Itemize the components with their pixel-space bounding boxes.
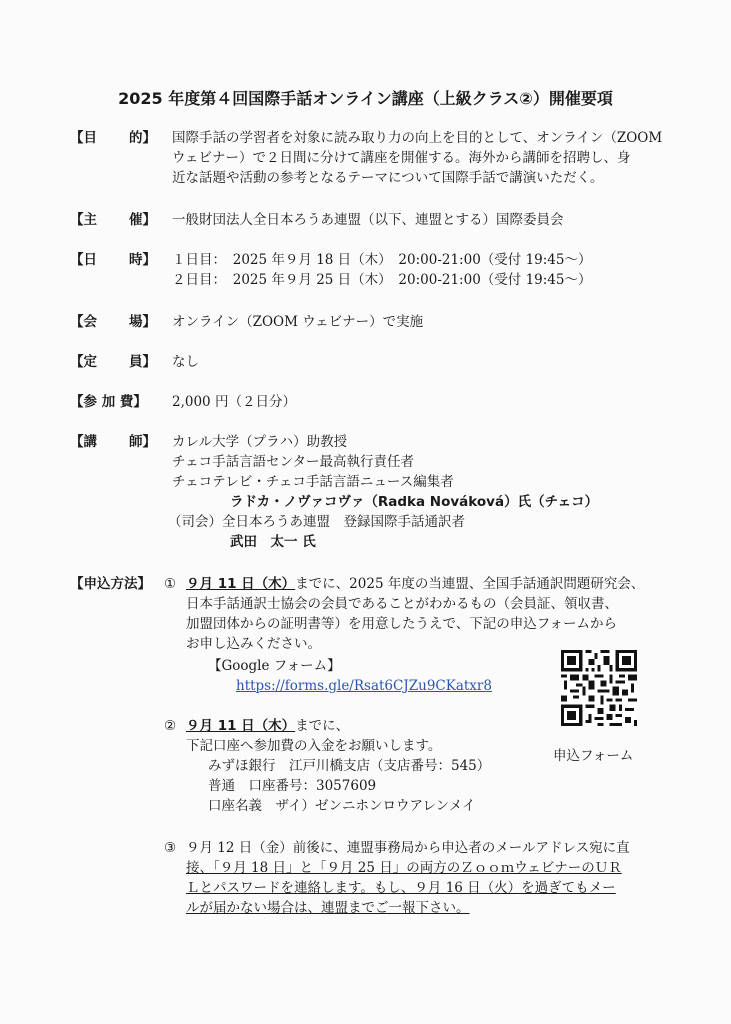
label-apply: 【申込方法】 bbox=[70, 576, 151, 592]
label-venue: 【会 場】 bbox=[70, 314, 156, 330]
label-fee: 【参 加 費】 bbox=[70, 394, 147, 410]
bank-name: みずほ銀行 江戸川橋支店（支店番号：545） bbox=[208, 758, 491, 774]
fee-text: 2,000 円（２日分） bbox=[172, 394, 296, 410]
label-lecturer: 【講 師】 bbox=[70, 434, 156, 450]
label-capacity: 【定 員】 bbox=[70, 354, 156, 370]
label-organizer: 【主 催】 bbox=[70, 212, 156, 228]
lecturer-name: ラドカ・ノヴァコヴァ（Radka Nováková）氏（チェコ） bbox=[230, 494, 599, 510]
venue-text: オンライン（ZOOM ウェビナー）で実施 bbox=[172, 314, 424, 330]
apply-step1: ① ９月 11 日（木）までに、2025 年度の当連盟、全国手話通訳問題研究会、 日本手話通訳士協会の会員であることがわかるもの（会員証、領収書、 加盟団体からの証明書等）を用意したうえで、下記の申込フォームから お申し込みください。 【Google フォーム】 https://forms.gle/Rsat6CJZu9CKatxr8 bbox=[164, 574, 691, 696]
day2: ２日目： 2025 年９月 25 日（木） 20:00-21:00（受付 19:45～） bbox=[172, 272, 592, 288]
google-form-link[interactable]: https://forms.gle/Rsat6CJZu9CKatxr8 bbox=[236, 678, 492, 694]
step1-deadline: ９月 11 日（木） bbox=[186, 576, 296, 592]
qr-caption: 申込フォーム bbox=[553, 748, 634, 764]
step2-number: ② bbox=[164, 718, 177, 734]
datetime-text bbox=[172, 250, 691, 290]
form-label: 【Google フォーム】 bbox=[208, 658, 341, 674]
purpose-text: 国際手話の学習者を対象に読み取り力の向上を目的として、オンライン（ZOOM ウェビナー）で２日間に分けて講座を開催する。海外から講師を招聘し、身 近な話題や活動の参考となるテーマについて国際手話で講演いただく。 bbox=[172, 130, 663, 186]
step1-number: ① bbox=[164, 576, 177, 592]
apply-step2: ② ９月 11 日（木）までに、 下記口座へ参加費の入金をお願いします。 みずほ銀行 江戸川橋支店（支店番号：545） 普通 口座番号：3057609 口座名義 ザイ）ゼンニホンロウアレンメイ bbox=[164, 716, 691, 816]
mc-name: 武田 太一 氏 bbox=[230, 534, 316, 550]
lecturer-text: カレル大学（プラハ）助教授 チェコ手話言語センター最高執行責任者 チェコテレビ・チェコ手話言語ニュース編集者 ラドカ・ノヴァコヴァ（Radka Nováková）氏（チェコ） （司会）全日本ろうあ連盟 登録国際手話通訳者 武田 太一 氏 bbox=[172, 432, 691, 552]
account-number: 普通 口座番号：3057609 bbox=[208, 778, 377, 794]
label-datetime: 【日 時】 bbox=[70, 252, 156, 268]
step3-number: ③ bbox=[164, 840, 177, 856]
day1: １日目： 2025 年９月 18 日（木） 20:00-21:00（受付 19:45～） bbox=[172, 252, 592, 268]
account-holder: 口座名義 ザイ）ゼンニホンロウアレンメイ bbox=[208, 798, 476, 814]
label-purpose: 【目 的】 bbox=[70, 130, 156, 146]
document-title: 2025 年度第４回国際手話オンライン講座（上級クラス②）開催要項 bbox=[118, 89, 613, 108]
organizer-text: 一般財団法人全日本ろうあ連盟（以下、連盟とする）国際委員会 bbox=[172, 212, 564, 228]
capacity-text: なし bbox=[172, 354, 199, 370]
qr-code-icon[interactable] bbox=[561, 650, 637, 726]
apply-step3: ③ ９月 12 日（金）前後に、連盟事務局から申込者のメールアドレス宛に直 接、「９月 18 日」と「９月 25 日」の両方のＺｏｏｍウェビナーのＵＲ Ｌとパスワードを連絡します。もし、９月 16 日（火）を過ぎてもメー ルが届かない場合は、連盟までご一報下さい。 bbox=[164, 840, 630, 916]
step2-deadline: ９月 11 日（木） bbox=[186, 718, 296, 734]
mc-line: （司会）全日本ろうあ連盟 登録国際手話通訳者 bbox=[168, 514, 465, 530]
